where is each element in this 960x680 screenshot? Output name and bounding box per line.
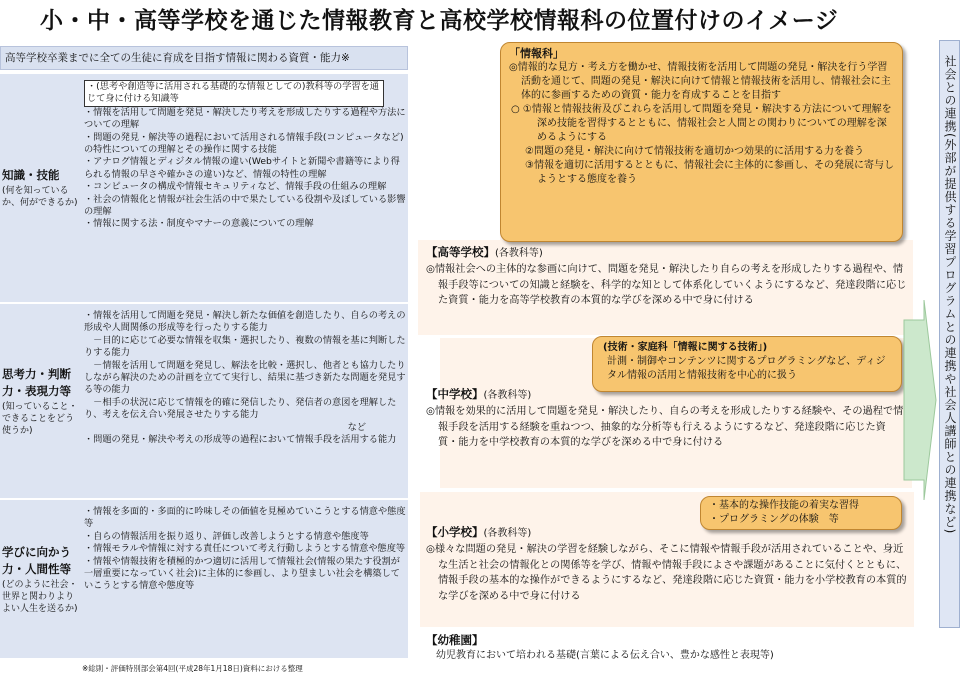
social-collaboration-text: 社会との連携(外部が提供する学習プログラムとの連携や社会人講師との連携など) xyxy=(943,55,957,535)
item-list xyxy=(84,500,406,658)
tech-home-title: (技術・家庭科「情報に関する技術」) xyxy=(603,342,768,353)
high-school-title: 【高等学校】 xyxy=(426,245,495,259)
list-item: ・(思考や創造等に活用される基礎的な情報としての)教科等の学習を通じて身に付ける知識等 xyxy=(84,80,384,107)
category-sublabel: (何を知っているか、何ができるか) xyxy=(2,186,78,208)
informatics-goal: ◎情報的な見方・考え方を働かせ、情報技術を活用して問題の発見・解決を行う学習活動を通じて、問題の発見・解決に向けて情報と情報技術を活用し、情報社会に主体的に参画するための資質・能力を育成することを目指す xyxy=(509,62,891,101)
list-item: ・情報に関する法・制度やマナーの意義についての理解 xyxy=(84,218,314,230)
list-item: ・情報を活用して問題を発見・解決したり考えを形成したりする過程や方法についての理解 xyxy=(84,106,406,131)
elementary-text: ◎様々な問題の発見・解決の学習を経験しながら、そこに情報や情報手段が活用されていることや、身近な生活と社会の情報化との関係等を学び、情報や情報手段によさや課題があることに気付くとともに、情報手段の基本的な操作ができるようにするなど、発達段階に応じた資質・能力を小学校教育の本質的な学びを深める中で身に付ける xyxy=(426,544,907,602)
category-sublabel: (知っていること・できることをどう使うか) xyxy=(2,401,78,436)
high-school-subject: (各教科等) xyxy=(495,248,543,259)
kindergarten-block xyxy=(426,632,926,663)
middle-school-subject: (各教科等) xyxy=(483,390,532,401)
high-school-heading xyxy=(426,244,907,262)
item-list xyxy=(84,74,406,302)
informatics-subject-box xyxy=(500,42,903,242)
competency-row-attitude xyxy=(0,498,408,658)
item-list xyxy=(84,304,406,498)
list-item: ・コンピュータの構成や情報セキュリティなど、情報手段の仕組みの理解 xyxy=(84,181,387,193)
category-label: 学びに向かう力・人間性等 xyxy=(2,544,71,576)
category-cell xyxy=(2,304,82,498)
elementary-subject: (各教科等) xyxy=(483,528,532,539)
elementary-skills-box xyxy=(700,496,902,530)
informatics-title: 「情報科」 xyxy=(509,47,564,60)
competency-header: 高等学校卒業までに全ての生徒に育成を目指す情報に関わる資質・能力※ xyxy=(0,46,408,70)
competency-row-knowledge xyxy=(0,72,408,302)
tech-home-box xyxy=(592,336,902,392)
high-school-text: ◎情報社会への主体的な参画に向けて、問題を発見・解決したり自らの考えを形成したりする過程や、情報手段等についての知識と経験を、科学的な知として体系化していくようにするなど、発達段階に応じた資質・能力を高等学校教育の本質的な学びを深める中で身に付ける xyxy=(426,264,907,306)
list-item: など xyxy=(347,421,366,433)
category-label: 思考力・判断力・表現力等 xyxy=(2,366,71,398)
footnote: ※総則・評価特別部会第4回(平成28年1月18日)資料における整理 xyxy=(82,664,303,673)
middle-school-title: 【中学校】 xyxy=(426,387,484,401)
middle-school-text: ◎情報を効果的に活用して問題を発見・解決したり、自らの考えを形成したりする経験や、その過程で情報手段を活用する経験を重ねつつ、抽象的な分析等も行えるようにするなど、発達段階に応じた資質・能力を中学校教育の本質的な学びを深める中で身に付ける xyxy=(426,406,904,448)
category-cell xyxy=(2,500,82,658)
informatics-objective-1: ○ ①情報と情報技術及びこれらを活用して問題を発見・解決する方法について理解を深め技能を習得するとともに、情報社会と人間との関わりについての理解を深めるようにする xyxy=(511,104,892,143)
list-item: ・自らの情報活用を振り返り、評価し改善しようとする情意や態度等 xyxy=(84,530,369,542)
list-item: ・問題の発見・解決等の過程において活用される情報手段(コンピュータなど)の特性についての理解とその操作に関する技能 xyxy=(84,131,404,156)
category-sublabel: (どのように社会・世界と関わりよりよい人生を送るか) xyxy=(2,579,78,614)
list-item: ・社会の情報化と情報が社会生活の中で果たしている役割や及ぼしている影響の理解 xyxy=(84,193,406,218)
category-cell xyxy=(2,74,82,302)
list-item: ・情報を多面的・多面的に吟味しその価値を見極めていこうとする情意や態度等 xyxy=(84,506,406,530)
high-school-panel xyxy=(418,240,913,335)
informatics-objective-2: ②問題の発見・解決に向けて情報技術を適切かつ効果的に活用する力を養う xyxy=(525,146,864,157)
list-item: －相手の状況に応じて情報を的確に発信したり、発信者の意図を理解したり、考えを伝え合い発展させたりする能力 xyxy=(84,396,397,421)
social-collaboration-column xyxy=(939,40,960,628)
connection-arrow xyxy=(902,300,938,500)
list-item: ・アナログ情報とディジタル情報の違い(Webサイトと新聞や書籍等により得られる情報の早さや確かさの違い)など、情報の特性の理解 xyxy=(84,156,400,180)
list-item: －情報を活用して問題を発見し、解法を比較・選択し、他者とも協力したりしながら解決のための計画を立てて実行し、結果に基づき新たな問題を発見する等の能力 xyxy=(84,359,406,396)
kindergarten-text: 幼児教育において培われる基礎(言葉による伝え合い、豊かな感性と表現等) xyxy=(436,650,774,661)
elementary-skill-item: ・基本的な操作技能の着実な習得 xyxy=(709,500,859,511)
elementary-title: 【小学校】 xyxy=(426,525,484,539)
elementary-skill-item: ・プログラミングの体験 等 xyxy=(709,514,839,525)
informatics-objective-3: ③情報を適切に活用するとともに、情報社会に主体的に参画し、その発展に寄与しようとする態度を養う xyxy=(525,160,894,185)
kindergarten-title: 【幼稚園】 xyxy=(426,633,484,647)
list-item: ・情報を活用して問題を発見・解決し新たな価値を創造したり、自らの考えの形成や人間関係の形成等を行ったりする能力 xyxy=(84,310,406,334)
tech-home-text: 計測・制御やコンテンツに関するプログラミングなど、ディジタル情報の活用と情報技術を中心的に扱う xyxy=(607,356,886,381)
list-item: ・問題の発見・解決や考えの形成等の過程において情報手段を活用する能力 xyxy=(84,434,397,446)
competency-row-thinking xyxy=(0,302,408,498)
list-item: ・情報モラルや情報に対する責任について考え行動しようとする情意や態度等 xyxy=(84,543,406,555)
category-label: 知識・技能 xyxy=(2,168,60,182)
list-item: －目的に応じて必要な情報を収集・選択したり、複数の情報を基に判断したりする能力 xyxy=(84,334,406,359)
list-item: ・情報や情報技術を積極的かつ適切に活用して情報社会(情報の果たす役割が一層重要になっていく社会)に主体的に参画し、より望ましい社会を構築していこうとする情意や態度等 xyxy=(84,555,400,592)
page-title: 小・中・高等学校を通じた情報教育と高校学校情報科の位置付けのイメージ xyxy=(40,8,839,34)
